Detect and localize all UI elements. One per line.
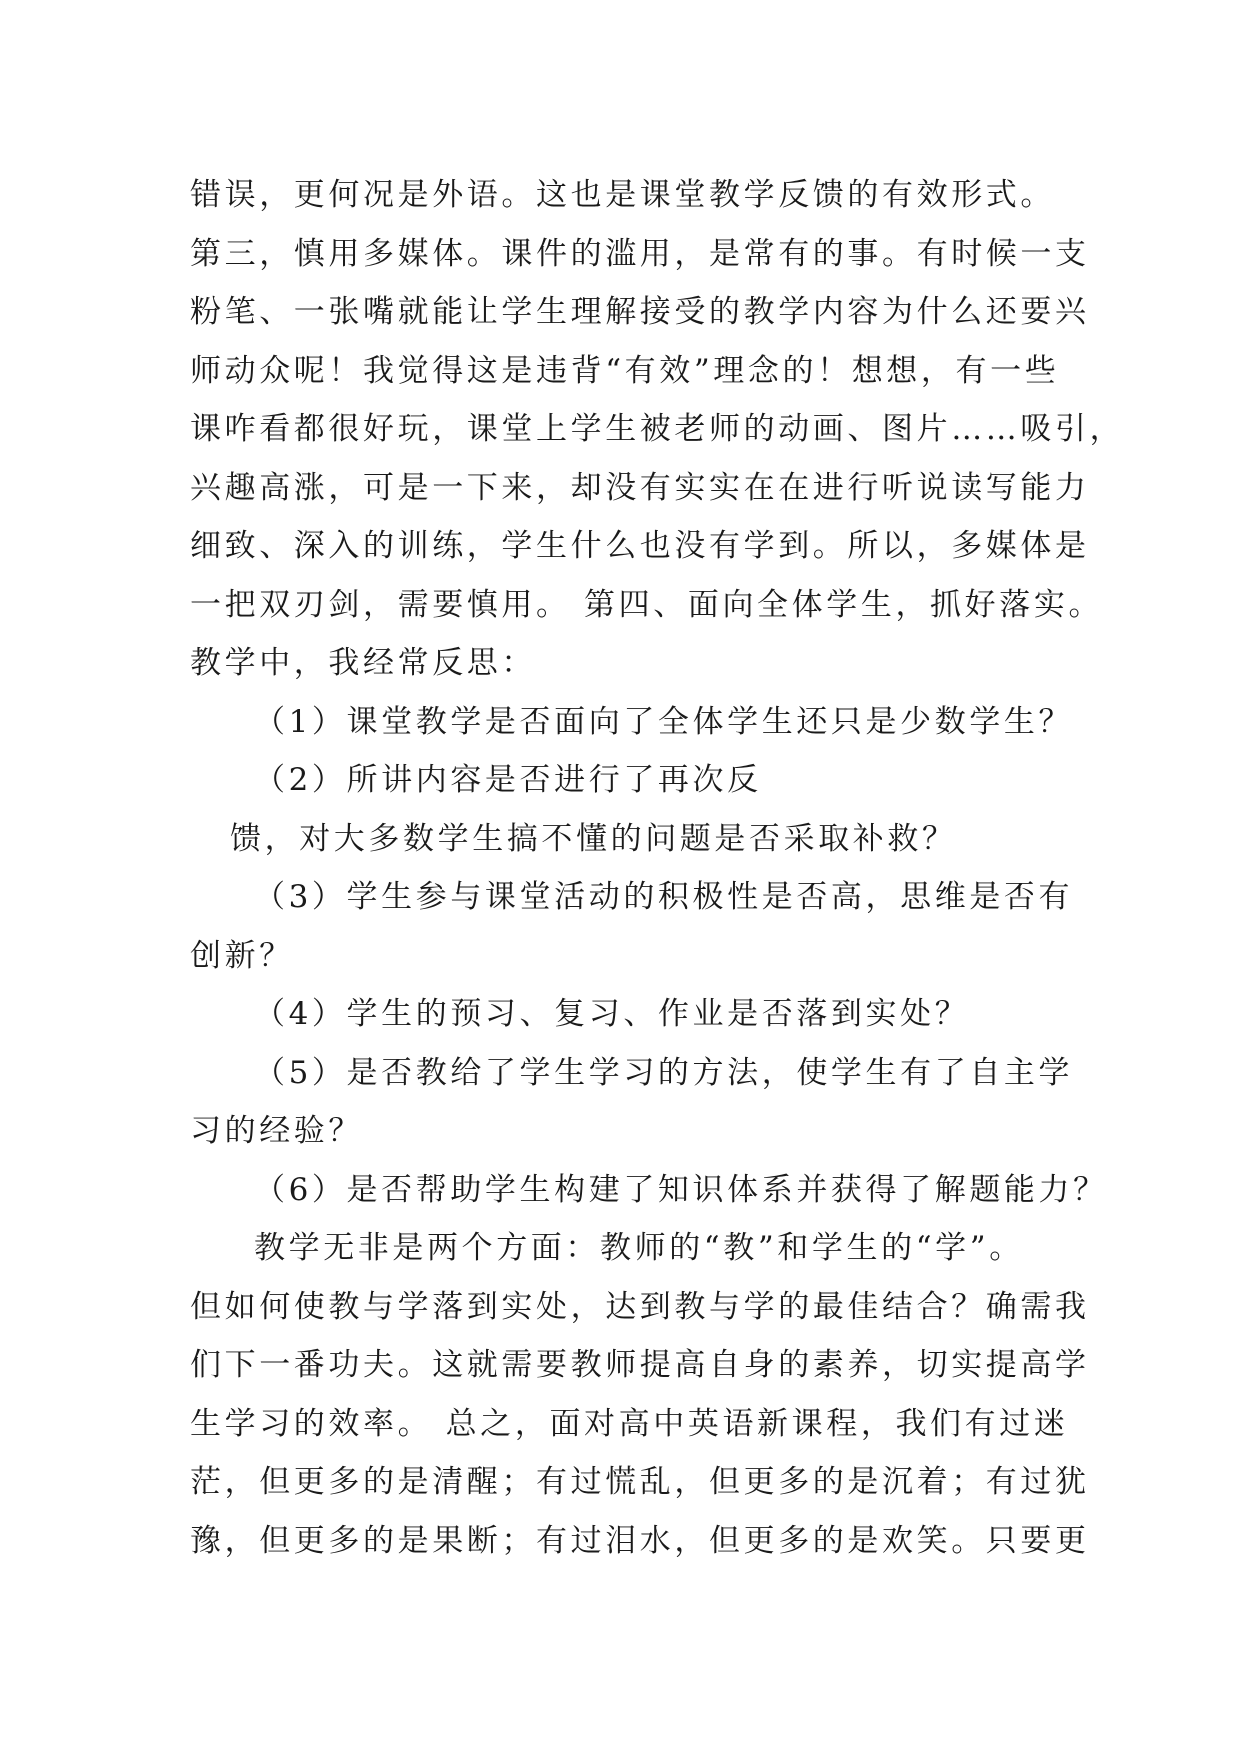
list-item-continuation: 馈，对大多数学生搞不懂的问题是否采取补救？ xyxy=(230,820,957,857)
list-item-continuation: 习的经验？ xyxy=(190,1113,363,1149)
text-line: 茫，但更多的是清醒；有过慌乱，但更多的是沉着；有过犹 xyxy=(190,1464,1090,1500)
text-line: 错误，更何况是外语。这也是课堂教学反馈的有效形式。 xyxy=(190,177,1055,213)
text-line: 教学无非是两个方面：教师的“教”和学生的“学”。 xyxy=(254,1230,1024,1266)
list-item-continuation: 创新？ xyxy=(190,937,294,974)
list-item: （6）是否帮助学生构建了知识体系并获得了解题能力？ xyxy=(254,1171,1108,1208)
text-line: 兴趣高涨，可是一下来，却没有实实在在进行听说读写能力 xyxy=(190,469,1090,506)
text-line: 粉笔、一张嘴就能让学生理解接受的教学内容为什么还要兴 xyxy=(190,294,1090,330)
list-item: （5）是否教给了学生学习的方法，使学生有了自主学 xyxy=(254,1054,1074,1091)
text-line: 教学中，我经常反思： xyxy=(190,645,536,681)
text-line: 一把双刃剑，需要慎用。 第四、面向全体学生，抓好落实。 xyxy=(190,586,1104,623)
text-line: 第三，慎用多媒体。课件的滥用，是常有的事。有时候一支 xyxy=(190,235,1090,272)
text-line: 课咋看都很好玩，课堂上学生被老师的动画、图片……吸引， xyxy=(190,411,1125,447)
list-item: （2）所讲内容是否进行了再次反 xyxy=(254,762,762,798)
text-line: 生学习的效率。 总之，面对高中英语新课程，我们有过迷 xyxy=(190,1405,1069,1442)
text-line: 但如何使教与学落到实处，达到教与学的最佳结合？确需我 xyxy=(190,1288,1090,1325)
text-line: 师动众呢！我觉得这是违背“有效”理念的！想想，有一些 xyxy=(190,352,1060,389)
text-line: 豫，但更多的是果断；有过泪水，但更多的是欢笑。只要更 xyxy=(190,1522,1090,1559)
list-item: （4）学生的预习、复习、作业是否落到实处？ xyxy=(254,996,970,1032)
text-line: 细致、深入的训练，学生什么也没有学到。所以，多媒体是 xyxy=(190,528,1090,564)
body-text xyxy=(190,166,1125,1570)
text-line: 们下一番功夫。这就需要教师提高自身的素养，切实提高学 xyxy=(190,1347,1090,1383)
list-item: （3）学生参与课堂活动的积极性是否高，思维是否有 xyxy=(254,879,1074,915)
list-item: （1）课堂教学是否面向了全体学生还只是少数学生？ xyxy=(254,703,1074,740)
